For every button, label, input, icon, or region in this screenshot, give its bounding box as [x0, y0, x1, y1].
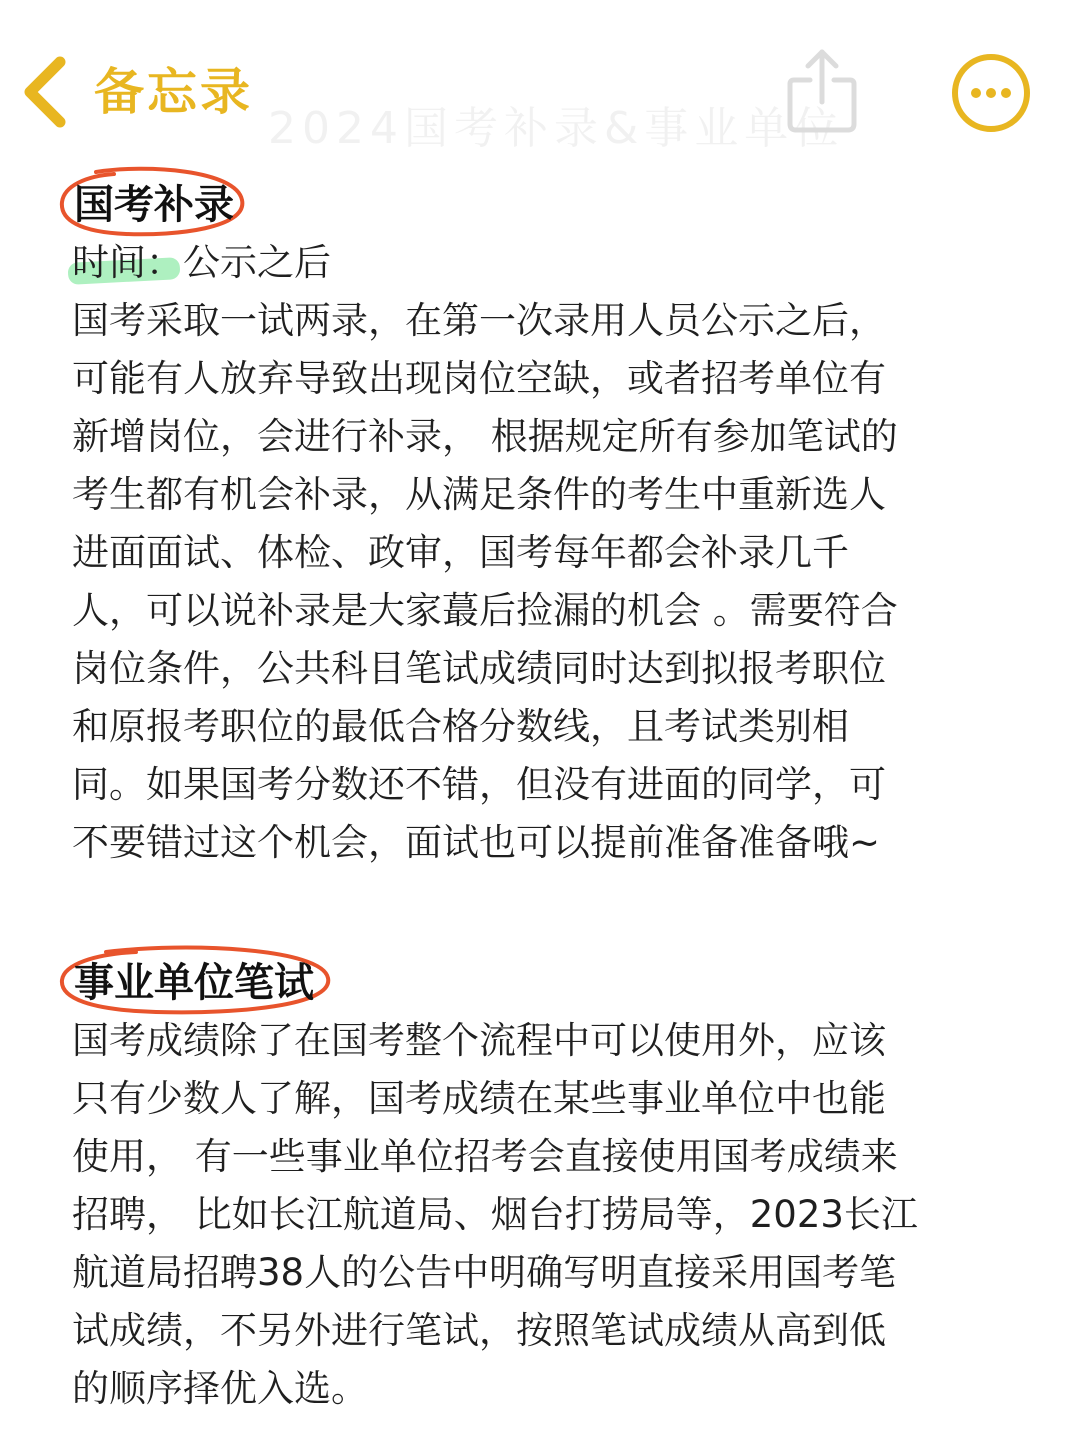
- text-line: 国考成绩除了在国考整个流程中可以使用外，应该: [72, 1019, 886, 1062]
- text-line: 考生都有机会补录，从满足条件的考生中重新选人: [72, 473, 886, 516]
- back-label: 备忘录: [94, 63, 253, 121]
- time-line: [72, 234, 1012, 292]
- share-icon: [784, 44, 860, 136]
- text-line: 进面面试、体检、政审，国考每年都会补录几千: [72, 531, 849, 574]
- section-gap: [72, 872, 1012, 954]
- text-line: 航道局招聘38人的公告中明确写明直接采用国考笔: [72, 1251, 897, 1294]
- text-line: 人，可以说补录是大家蕞后捡漏的机会 。需要符合: [72, 589, 898, 632]
- chevron-left-icon: [18, 52, 70, 132]
- time-label: 时间：: [72, 234, 183, 292]
- text-line: 不要错过这个机会，面试也可以提前准备准备哦~: [72, 821, 881, 864]
- section-guokao-bulu: [72, 176, 1012, 872]
- text-line: 试成绩，不另外进行笔试，按照笔试成绩从高到低: [72, 1309, 886, 1352]
- text-line: 同。如果国考分数还不错，但没有进面的同学，可: [72, 763, 886, 806]
- text-line: 岗位条件，公共科目笔试成绩同时达到拟报考职位: [72, 647, 886, 690]
- text-line: 只有少数人了解，国考成绩在某些事业单位中也能: [72, 1077, 886, 1120]
- paragraph: [72, 1012, 1012, 1418]
- text-line: 招聘， 比如长江航道局、烟台打捞局等，2023长江: [72, 1193, 918, 1236]
- navigation-bar: [0, 0, 1080, 160]
- text-line: 的顺序择优入选。: [72, 1367, 368, 1410]
- back-button[interactable]: [18, 52, 253, 132]
- text-line: 新增岗位，会进行补录， 根据规定所有参加笔试的: [72, 415, 898, 458]
- section-shiye-danwei: [72, 954, 1012, 1418]
- share-button[interactable]: [784, 44, 860, 136]
- more-icon: [950, 52, 1032, 134]
- section-title: 国考补录: [72, 176, 236, 234]
- ghost-title: 2024国考补录&事业单位: [268, 103, 845, 154]
- text-line: 可能有人放弃导致出现岗位空缺，或者招考单位有: [72, 357, 886, 400]
- paragraph: [72, 292, 1012, 872]
- text-line: 国考采取一试两录，在第一次录用人员公示之后，: [72, 299, 886, 342]
- text-line: 和原报考职位的最低合格分数线，且考试类别相: [72, 705, 849, 748]
- time-value: 公示之后: [183, 241, 331, 284]
- text-line: 使用， 有一些事业单位招考会直接使用国考成绩来: [72, 1135, 898, 1178]
- more-button[interactable]: [950, 52, 1032, 134]
- section-title: 事业单位笔试: [72, 954, 316, 1012]
- note-body[interactable]: [72, 176, 1012, 1418]
